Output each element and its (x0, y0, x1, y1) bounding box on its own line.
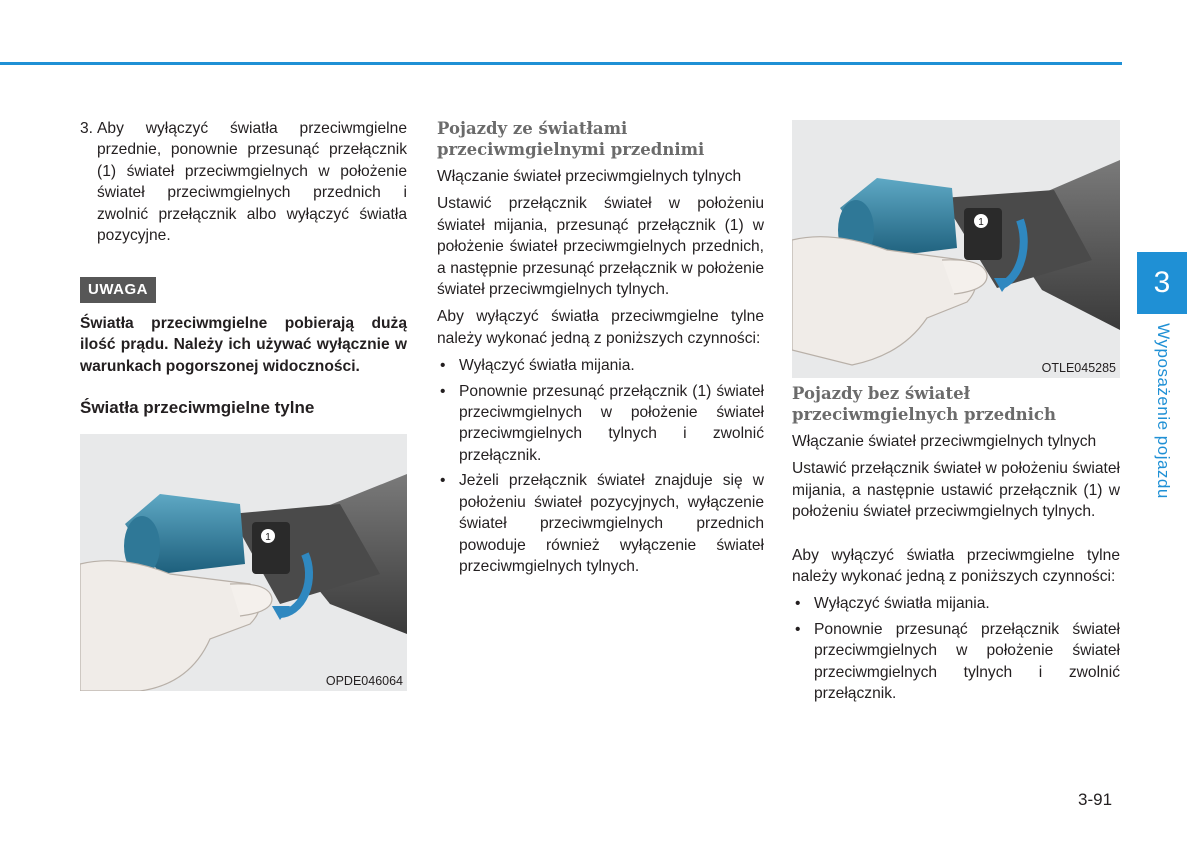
bullet-item: • Ponownie przesunąć przełącznik świateł przeciwmgielnych w położenie świateł przeciwmgielnych tylnych i zwolnić przełącznik. (792, 619, 1120, 705)
figure-fog-switch-right (792, 120, 1120, 378)
page-number: 3-91 (1078, 790, 1113, 809)
paragraph: Ustawić przełącznik świateł w położeniu świateł mijania, przesunąć przełącznik (1) w położenie świateł przeciwmgielnych przednich, a następnie przesunąć przełącznik w położenie świateł przeciwmgielnych tylnych. (437, 195, 764, 299)
numbered-step (80, 118, 407, 246)
paragraph: Ustawić przełącznik świateł w położeniu świateł mijania, a następnie ustawić przełącznik (1) w położeniu świateł przeciwmgielnych tylnych. (792, 460, 1120, 521)
caution-badge: UWAGA (80, 277, 156, 302)
bullet-item: • Ponownie przesunąć przełącznik (1) świateł przeciwmgielnych w położenie świateł przeciwmgielnych tylnych i zwolnić przełącznik. (437, 381, 764, 467)
bullet-item: • Jeżeli przełącznik świateł znajduje się w położeniu świateł pozycyjnych, wyłączenie świateł przeciwmgielnych przednich powoduje również wyłączenie świateł przeciwmgielnych tylnych. (437, 470, 764, 577)
chapter-number: 3 (1153, 266, 1171, 299)
svg-text:1: 1 (265, 532, 271, 543)
bullet-item: • Wyłączyć światła mijania. (792, 593, 1120, 614)
chapter-tab (1137, 252, 1187, 314)
step-number: 3. (80, 120, 94, 137)
figure-fog-switch-left (80, 434, 407, 691)
paragraph: Włączanie świateł przeciwmgielnych tylnych (437, 168, 742, 185)
paragraph: Aby wyłączyć światła przeciwmgielne tylne należy wykonać jedną z poniższych czynności: (437, 308, 764, 347)
right-column (792, 383, 1120, 708)
bullet-list (437, 355, 764, 577)
section-heading: Pojazdy bez świateł przeciwmgielnych przednich (792, 384, 1056, 424)
figure-code: OTLE045285 (1041, 361, 1116, 375)
middle-column (437, 118, 764, 581)
bullet-list (792, 593, 1120, 704)
paragraph: Włączanie świateł przeciwmgielnych tylnych (792, 433, 1097, 450)
section-subheading: Światła przeciwmgielne tylne (80, 398, 315, 418)
section-heading: Pojazdy ze światłami przeciwmgielnymi przednimi (437, 119, 705, 159)
stalk-illustration (792, 120, 1120, 378)
step-text: Aby wyłączyć światła przeciwmgielne przednie, ponownie przesunąć przełącznik (1) świateł przeciwmgielnych w położenie świateł przeciwmgielnych przednich i zwolnić przełącznik albo wyłączyć światła pozycyjne. (97, 120, 407, 245)
figure-code: OPDE046064 (325, 674, 403, 688)
bullet-item: • Wyłączyć światła mijania. (437, 355, 764, 376)
left-column (80, 118, 407, 418)
top-rule (0, 62, 1122, 65)
svg-text:1: 1 (978, 217, 984, 228)
chapter-title: Wyposażenie pojazdu (1154, 322, 1173, 499)
chapter-title-vertical (1135, 318, 1191, 503)
paragraph: Aby wyłączyć światła przeciwmgielne tylne należy wykonać jedną z poniższych czynności: (792, 546, 1120, 586)
stalk-illustration (80, 434, 407, 691)
caution-text: Światła przeciwmgielne pobierają dużą ilość prądu. Należy ich używać wyłącznie w warunkach pogorszonej widoczności. (80, 314, 407, 375)
